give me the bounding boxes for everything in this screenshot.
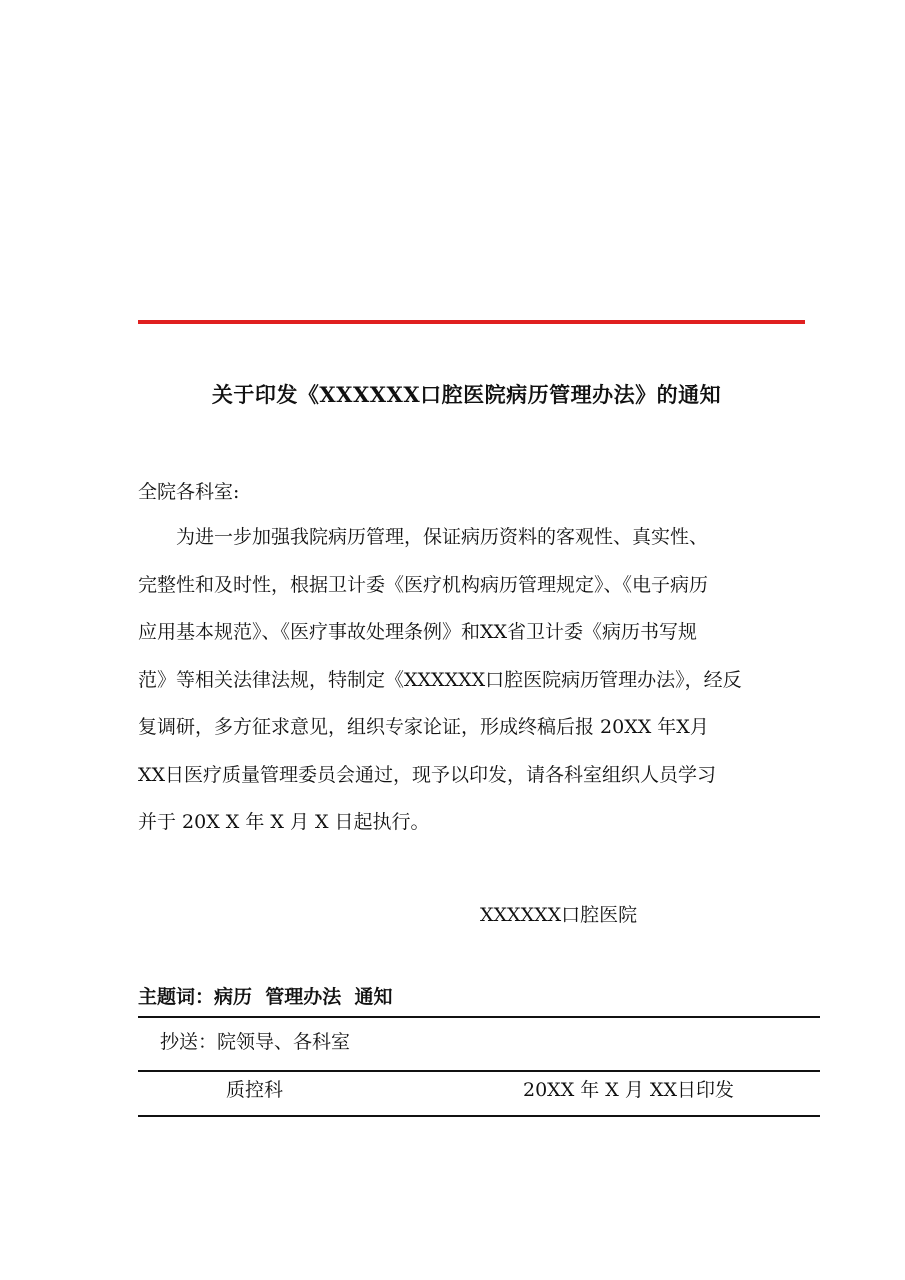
body-line-7: 并于 20X X 年 X 月 X 日起执行。 bbox=[138, 811, 430, 833]
issue-date: 20XX 年 X 月 XX日印发 bbox=[523, 1079, 734, 1101]
body-line-5: 复调研，多方征求意见，组织专家论证，形成终稿后报 20XX 年X月 bbox=[138, 716, 709, 738]
red-header-rule bbox=[138, 320, 805, 324]
issuing-organization-signature: XXXXXX口腔医院 bbox=[480, 904, 638, 926]
footer-rule-middle bbox=[138, 1070, 820, 1072]
notice-title: 关于印发《XXXXXX口腔医院病历管理办法》的通知 bbox=[211, 382, 722, 407]
body-line-4: 范》等相关法律法规，特制定《XXXXXX口腔医院病历管理办法》，经反 bbox=[138, 669, 742, 691]
footer-rule-top bbox=[138, 1016, 820, 1018]
body-line-6: XX日医疗质量管理委员会通过，现予以印发，请各科室组织人员学习 bbox=[138, 764, 717, 786]
issuing-department: 质控科 bbox=[226, 1079, 284, 1101]
footer-rule-bottom bbox=[138, 1115, 820, 1117]
cc-recipients: 抄送：院领导、各科室 bbox=[160, 1031, 351, 1053]
body-line-1: 为进一步加强我院病历管理，保证病历资料的客观性、真实性、 bbox=[138, 526, 709, 548]
salutation: 全院各科室: bbox=[138, 481, 240, 503]
body-line-3: 应用基本规范》、《医疗事故处理条例》和XX省卫计委《病历书写规 bbox=[138, 621, 698, 643]
subject-keywords: 主题词：病历 管理办法 通知 bbox=[138, 986, 393, 1008]
body-line-2: 完整性和及时性，根据卫计委《医疗机构病历管理规定》、《电子病历 bbox=[138, 574, 709, 596]
